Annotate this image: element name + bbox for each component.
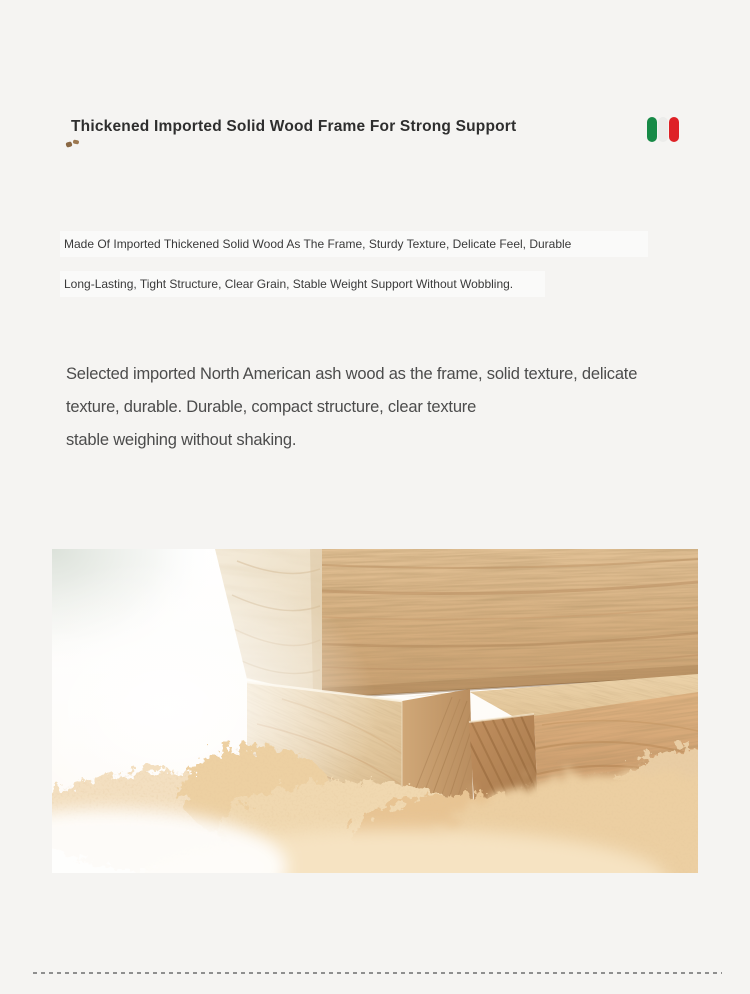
dashed-divider	[33, 972, 722, 974]
hero-image	[52, 549, 698, 873]
description-line-3: stable weighing without shaking.	[66, 431, 297, 449]
description-line-1: Selected imported North American ash wood as the frame, solid texture, delicate	[66, 365, 638, 383]
subtitle-line-2: Long-Lasting, Tight Structure, Clear Grain, Stable Weight Support Without Wobbling.	[60, 271, 545, 297]
flag-bar-green	[647, 117, 657, 142]
flag-bar-red	[669, 117, 679, 142]
flag-bar-white	[658, 117, 668, 142]
subtitle-line-1: Made Of Imported Thickened Solid Wood As The Frame, Sturdy Texture, Delicate Feel, Durable	[60, 231, 648, 257]
italy-flag-icon	[647, 117, 679, 142]
description-line-2: texture, durable. Durable, compact structure, clear texture	[66, 398, 477, 416]
wood-chip-speck	[66, 139, 80, 149]
description-block	[66, 358, 637, 457]
page-title: Thickened Imported Solid Wood Frame For Strong Support	[71, 118, 517, 135]
